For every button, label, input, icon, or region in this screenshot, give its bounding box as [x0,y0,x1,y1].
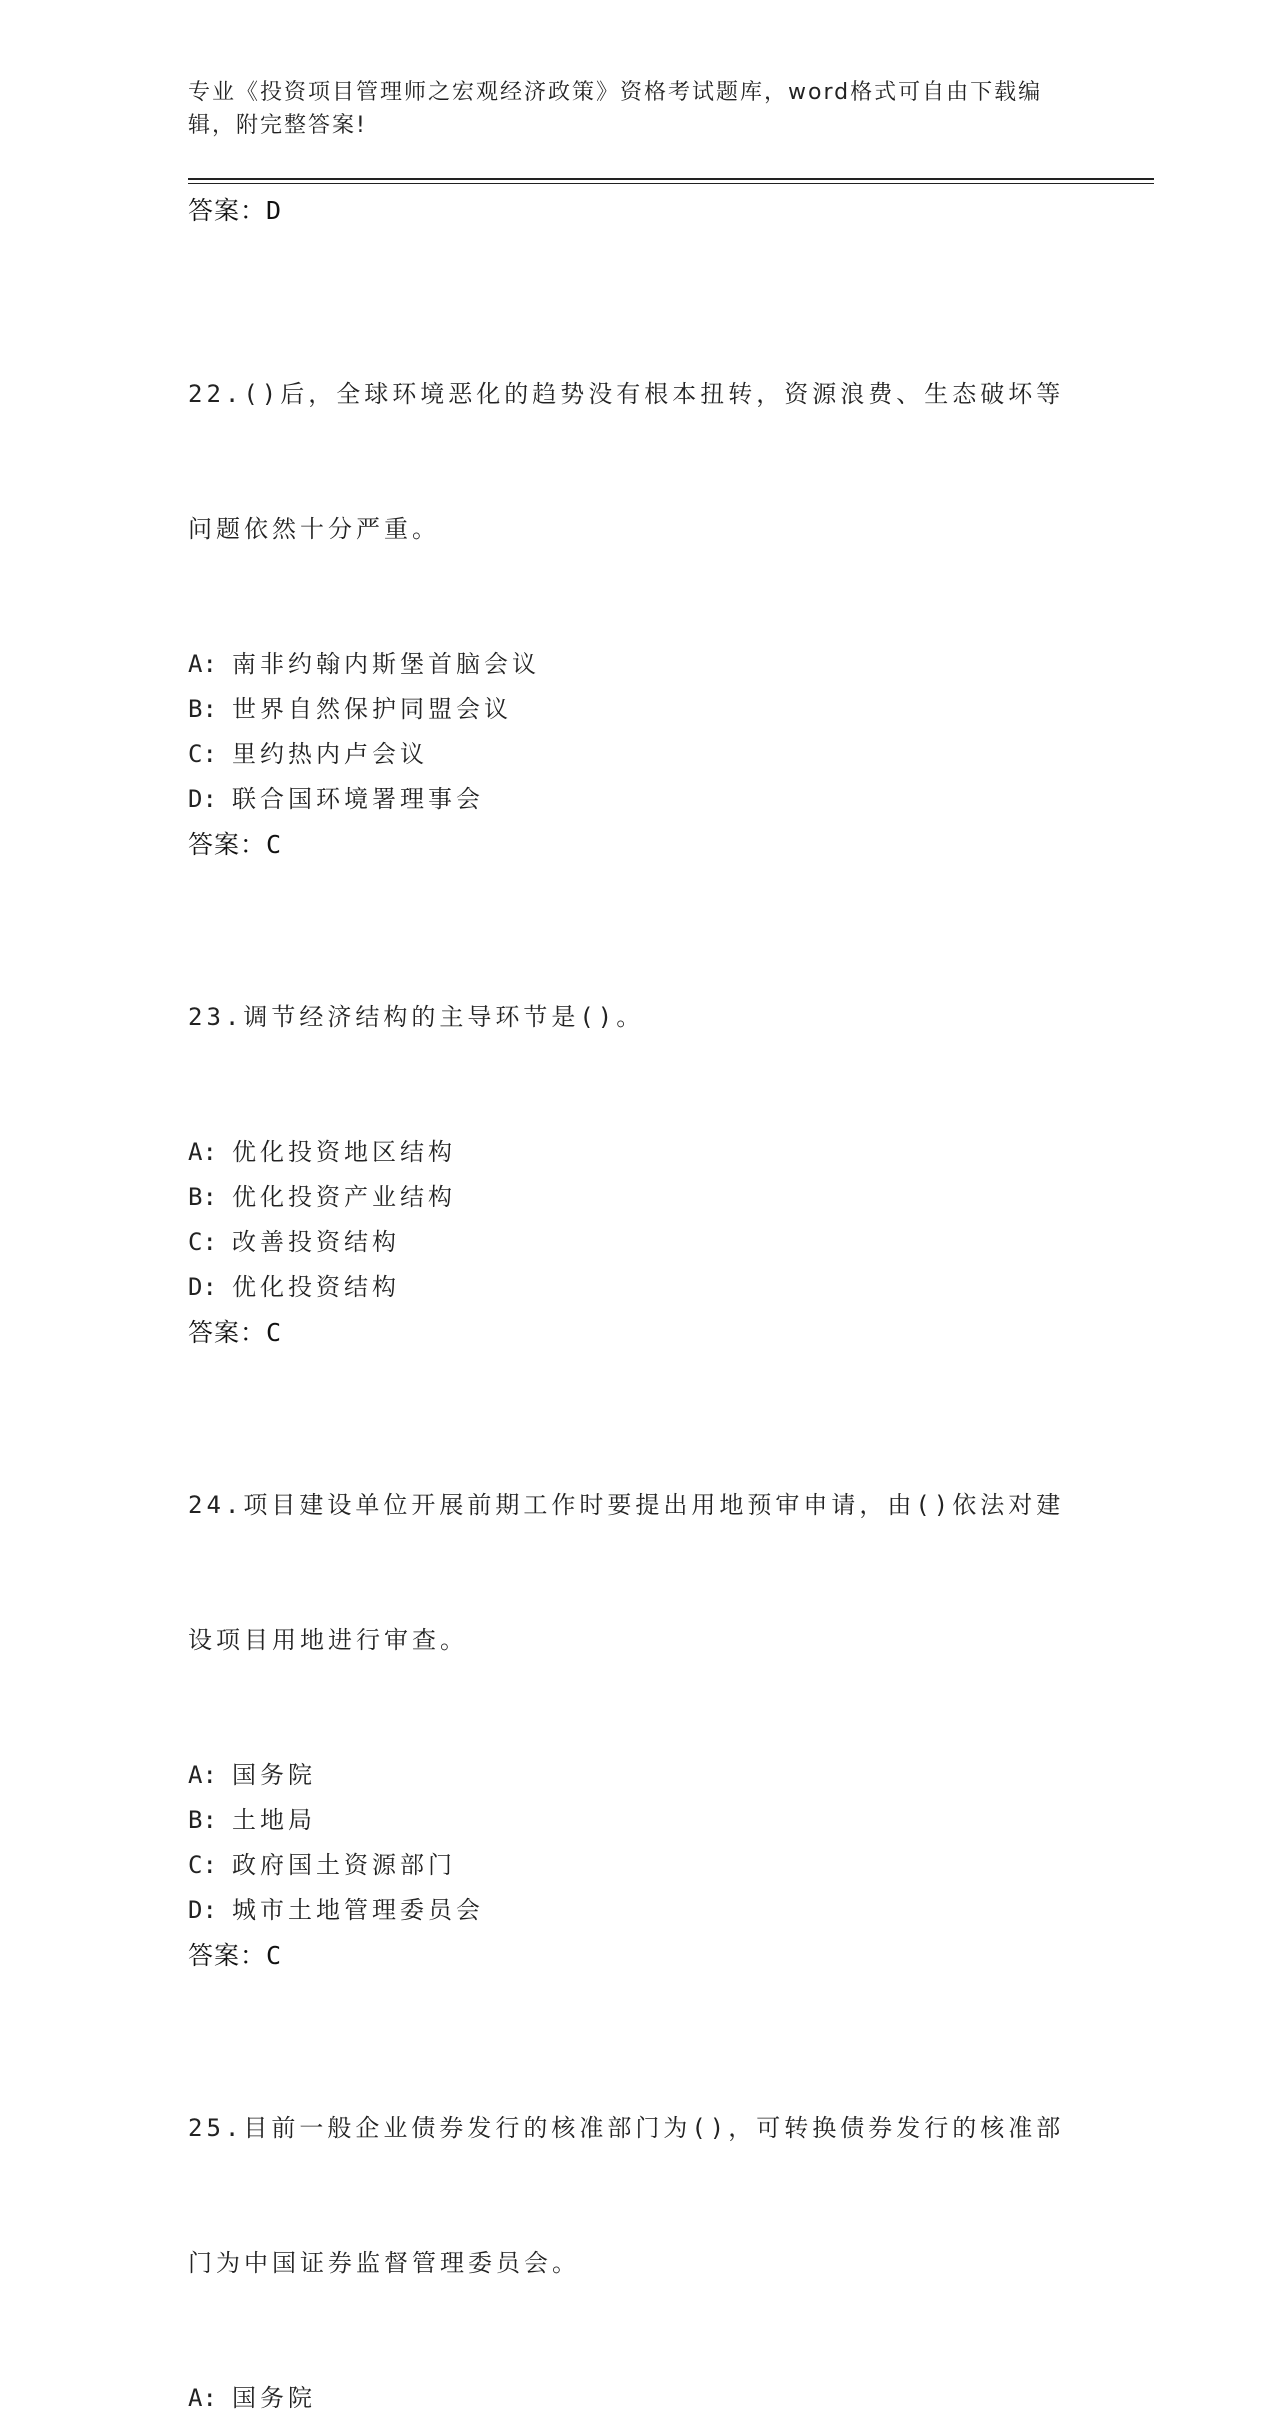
option-d [188,1265,1088,1310]
question-list [188,192,1088,2421]
option-letter: A: [188,650,217,678]
option-text: 联合国环境署理事会 [232,785,484,813]
option-c [188,1843,1088,1888]
option-b [188,1798,1088,1843]
answer-value: C [266,1318,283,1347]
option-text: 优化投资产业结构 [232,1183,456,1211]
question-stem-line: 设项目用地进行审查。 [188,1626,468,1654]
question-24 [188,1393,1088,1978]
option-text: 改善投资结构 [232,1228,400,1256]
question-22 [188,282,1088,867]
question-stem-line: 问题依然十分严重。 [188,515,440,543]
question-stem [188,282,1068,642]
question-answer [188,822,1088,867]
question-stem-line: 22.()后，全球环境恶化的趋势没有根本扭转，资源浪费、生态破坏等 [188,380,1065,408]
answer-value: C [266,830,283,859]
option-a [188,2376,1088,2421]
question-stem-line: 23.调节经济结构的主导环节是()。 [188,1003,645,1031]
option-letter: A: [188,1138,217,1166]
question-stem-line: 门为中国证券监督管理委员会。 [188,2249,580,2277]
question-stem-line: 25.目前一般企业债券发行的核准部门为()，可转换债券发行的核准部 [188,2114,1065,2142]
option-text: 土地局 [232,1806,316,1834]
option-letter: D: [188,1896,217,1924]
option-letter: D: [188,785,217,813]
option-letter: C: [188,740,217,768]
answer-label: 答案： [188,830,267,859]
previous-answer [188,192,1088,238]
option-letter: B: [188,1183,217,1211]
question-stem [188,905,1068,1130]
option-letter: C: [188,1851,217,1879]
question-stem-line: 24.项目建设单位开展前期工作时要提出用地预审申请，由()依法对建 [188,1491,1065,1519]
question-23 [188,905,1088,1355]
option-letter: A: [188,2384,217,2412]
answer-value: D [266,196,283,225]
option-b [188,687,1088,732]
header-rule-thick [188,178,1154,180]
option-d [188,1888,1088,1933]
option-b [188,1175,1088,1220]
option-a [188,1753,1088,1798]
option-letter: B: [188,695,217,723]
question-25 [188,2016,1088,2421]
question-answer [188,1933,1088,1978]
answer-label: 答案： [188,196,267,225]
question-answer [188,1310,1088,1355]
option-text: 世界自然保护同盟会议 [232,695,512,723]
question-stem [188,2016,1068,2376]
option-c [188,732,1088,777]
option-text: 南非约翰内斯堡首脑会议 [232,650,540,678]
option-a [188,642,1088,687]
option-d [188,777,1088,822]
header-line-1: 专业《投资项目管理师之宏观经济政策》资格考试题库，word格式可自由下载编 [188,80,1043,105]
document-header [188,76,1068,142]
option-text: 国务院 [232,1761,316,1789]
answer-label: 答案： [188,1941,267,1970]
question-stem [188,1393,1068,1753]
option-letter: C: [188,1228,217,1256]
header-rule-thin [188,183,1154,184]
option-text: 优化投资地区结构 [232,1138,456,1166]
option-letter: A: [188,1761,217,1789]
option-text: 城市土地管理委员会 [232,1896,484,1924]
answer-value: C [266,1941,283,1970]
option-letter: B: [188,1806,217,1834]
option-text: 里约热内卢会议 [232,740,428,768]
option-letter: D: [188,1273,217,1301]
option-a [188,1130,1088,1175]
option-c [188,1220,1088,1265]
option-text: 政府国土资源部门 [232,1851,456,1879]
option-text: 优化投资结构 [232,1273,400,1301]
answer-label: 答案： [188,1318,267,1347]
header-line-2: 辑，附完整答案! [188,113,367,138]
option-text: 国务院 [232,2384,316,2412]
